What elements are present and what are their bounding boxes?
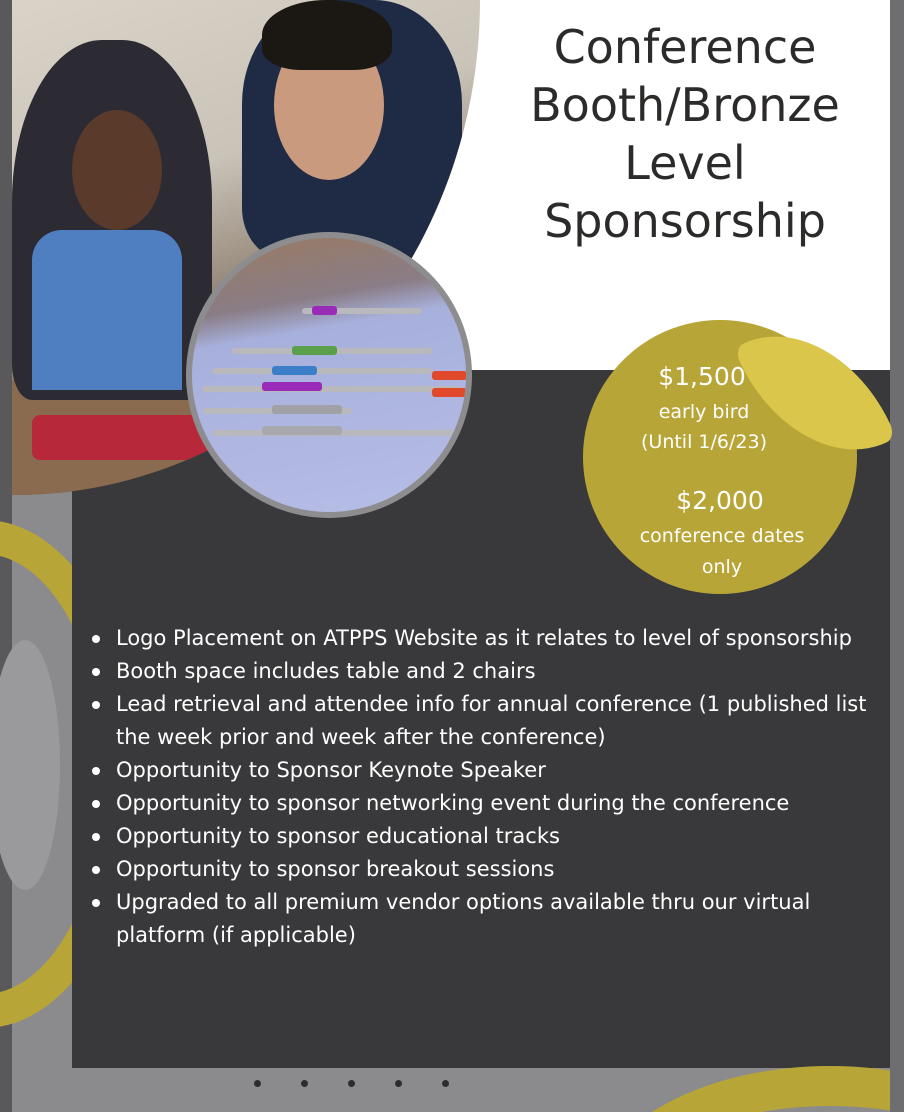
instrument-handle — [432, 388, 466, 397]
bullet-icon — [92, 800, 100, 808]
benefit-item — [92, 688, 872, 754]
benefit-text: Logo Placement on ATPPS Website as it relates to level of sponsorship — [116, 626, 852, 650]
instrument-handle — [272, 366, 317, 375]
pagination-dot[interactable] — [348, 1080, 355, 1087]
pagination-dot[interactable] — [301, 1080, 308, 1087]
early-bird-deadline: (Until 1/6/23) — [641, 431, 767, 453]
instrument-handle — [262, 426, 342, 435]
instrument-handle — [262, 382, 322, 391]
regular-price-label-line-2: only — [701, 556, 743, 578]
benefit-text: Opportunity to sponsor networking event during the conference — [116, 791, 790, 815]
bullet-icon — [92, 635, 100, 643]
instrument-handle — [292, 346, 337, 355]
photo-person-right-hair — [262, 0, 392, 70]
bullet-icon — [92, 899, 100, 907]
title-line-2: Booth/Bronze — [530, 78, 840, 132]
photo-instrument-tray — [32, 415, 212, 460]
bullet-icon — [92, 767, 100, 775]
benefit-text: Opportunity to sponsor educational tracks — [116, 824, 560, 848]
sponsorship-benefits-list — [92, 622, 872, 952]
benefit-item — [92, 820, 872, 853]
benefit-item — [92, 655, 872, 688]
benefit-text: Opportunity to Sponsor Keynote Speaker — [116, 758, 546, 782]
benefit-text: Lead retrieval and attendee info for annual conference (1 published list the week prior and week after the conference) — [116, 692, 867, 749]
right-border-strip — [890, 0, 904, 1112]
instrument-handle — [312, 306, 337, 315]
regular-price: $2,000 — [676, 486, 764, 515]
benefit-item — [92, 787, 872, 820]
benefit-text: Opportunity to sponsor breakout sessions — [116, 857, 555, 881]
early-bird-price: $1,500 — [658, 362, 746, 391]
instruments-photo — [186, 232, 472, 518]
title-line-3: Level — [624, 136, 746, 190]
benefit-item — [92, 754, 872, 787]
pagination-dot[interactable] — [254, 1080, 261, 1087]
page-title — [480, 18, 890, 250]
bullet-icon — [92, 701, 100, 709]
regular-price-label-line-1: conference dates — [639, 525, 805, 547]
instrument-handle — [432, 371, 466, 380]
instruments-photo-inner — [192, 238, 466, 512]
early-bird-label: early bird — [658, 401, 750, 423]
benefit-item — [92, 853, 872, 886]
photo-person-left-face — [72, 110, 162, 230]
benefit-item — [92, 886, 872, 952]
pagination-dot[interactable] — [395, 1080, 402, 1087]
decorative-gold-arc-bottom — [590, 1066, 904, 1112]
benefit-item — [92, 622, 872, 655]
benefit-text: Upgraded to all premium vendor options available thru our virtual platform (if applicable) — [116, 890, 811, 947]
title-line-1: Conference — [553, 20, 817, 74]
bullet-icon — [92, 866, 100, 874]
benefit-text: Booth space includes table and 2 chairs — [116, 659, 536, 683]
title-line-4: Sponsorship — [544, 194, 826, 248]
bullet-icon — [92, 668, 100, 676]
instrument-handle — [272, 405, 342, 414]
instrument-shaft — [202, 386, 462, 392]
bullet-icon — [92, 833, 100, 841]
photo-person-left-shirt — [32, 230, 182, 390]
instrument-shaft — [212, 368, 432, 374]
pagination-dot[interactable] — [442, 1080, 449, 1087]
